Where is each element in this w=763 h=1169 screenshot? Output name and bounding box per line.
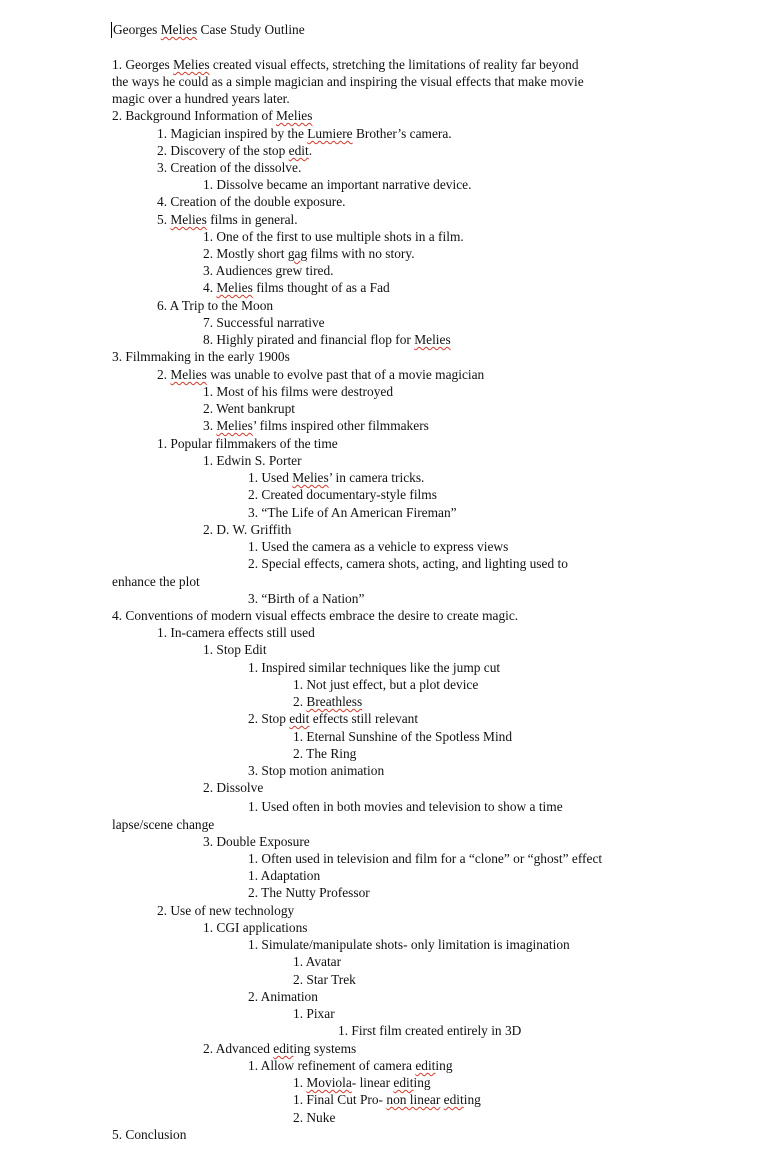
spelling-flag: Melies (216, 418, 253, 433)
outline-line: 1. Moviola- linear editing (293, 1075, 431, 1090)
outline-line: 2. Advanced editing systems (203, 1041, 357, 1056)
outline-line: 2. Special effects, camera shots, acting, and lighting used to (248, 556, 568, 571)
outline-line: 1. Edwin S. Porter (203, 453, 302, 468)
spelling-flag: edit (273, 1041, 294, 1056)
spelling-flag: non linear (386, 1092, 441, 1107)
outline-line: 1. Avatar (293, 954, 342, 969)
outline-line: 3. Stop motion animation (248, 763, 385, 778)
outline-line: 2. Stop edit effects still relevant (248, 711, 419, 726)
outline-line: 2. Melies was unable to evolve past that of a movie magician (157, 367, 485, 382)
outline-line: 1. Used the camera as a vehicle to express views (248, 539, 509, 554)
spelling-flag: Melies (414, 332, 451, 347)
outline-line: 2. Star Trek (293, 972, 356, 987)
outline-line: 3. “Birth of a Nation” (248, 591, 365, 606)
spelling-flag: Melies (276, 108, 313, 123)
outline-line: 4. Creation of the double exposure. (157, 194, 346, 209)
outline-line: 2. Nuke (293, 1110, 336, 1125)
outline-line: 2. Use of new technology (157, 903, 295, 918)
spelling-flag: Lumiere (307, 126, 353, 141)
spelling-flag: edit (289, 711, 310, 726)
outline-line: 3. Filmmaking in the early 1900s (112, 349, 290, 364)
outline-line: 8. Highly pirated and financial flop for Melies (203, 332, 451, 347)
spelling-flag: Moviola (306, 1075, 352, 1090)
outline-line: 3. Double Exposure (203, 834, 310, 849)
outline-line: 1. Stop Edit (203, 642, 267, 657)
outline-line: 1. Simulate/manipulate shots- only limitation is imagination (248, 937, 570, 952)
outline-line: 1. Popular filmmakers of the time (157, 436, 338, 451)
outline-line: 1. Most of his films were destroyed (203, 384, 394, 399)
outline-line: 2. Background Information of Melies (112, 108, 313, 123)
outline-line: 2. Discovery of the stop edit. (157, 143, 313, 158)
outline-line: 1. Inspired similar techniques like the jump cut (248, 660, 501, 675)
document-title: Georges Melies Case Study Outline (113, 22, 305, 37)
outline-line: 1. Adaptation (248, 868, 321, 883)
outline-line: 3. Audiences grew tired. (203, 263, 334, 278)
outline-line: enhance the plot (112, 574, 200, 589)
text-cursor (111, 22, 112, 38)
outline-line: 1. CGI applications (203, 920, 308, 935)
outline-line: 5. Conclusion (112, 1127, 187, 1142)
outline-line: 1. Pixar (293, 1006, 335, 1021)
outline-line: 3. Creation of the dissolve. (157, 160, 302, 175)
outline-line: 2. Went bankrupt (203, 401, 296, 416)
outline-line: 2. D. W. Griffith (203, 522, 292, 537)
spelling-flag: Melies (292, 470, 329, 485)
outline-line: lapse/scene change (112, 817, 215, 832)
outline-line: 3. “The Life of An American Fireman” (248, 505, 457, 520)
outline-line: 2. Created documentary-style films (248, 487, 437, 502)
outline-line: magic over a hundred years later. (112, 91, 290, 106)
spelling-flag: Breathless (306, 694, 363, 709)
outline-line: 2. Dissolve (203, 780, 264, 795)
outline-line: 2. Animation (248, 989, 318, 1004)
outline-line: 1. Eternal Sunshine of the Spotless Mind (293, 729, 513, 744)
outline-line: 1. Often used in television and film for a “clone” or “ghost” effect (248, 851, 603, 866)
outline-line: 1. Used often in both movies and television to show a time (248, 799, 563, 814)
spelling-flag: gag (287, 246, 308, 261)
spelling-flag: edit (415, 1058, 436, 1073)
outline-line: 1. Georges Melies created visual effects, stretching the limitations of reality far beyond (112, 57, 579, 72)
outline-line: 1. Magician inspired by the Lumiere Brother’s camera. (157, 126, 452, 141)
outline-line: the ways he could as a simple magician and inspiring the visual effects that make movie (112, 74, 584, 89)
outline-line: 2. The Ring (293, 746, 357, 761)
spelling-flag: edit (288, 143, 309, 158)
outline-line: 7. Successful narrative (203, 315, 325, 330)
outline-line: 4. Conventions of modern visual effects embrace the desire to create magic. (112, 608, 519, 623)
outline-line: 2. Mostly short gag films with no story. (203, 246, 415, 261)
outline-line: 1. Used Melies’ in camera tricks. (248, 470, 425, 485)
spelling-flag: edit (393, 1075, 414, 1090)
outline-line: 3. Melies’ films inspired other filmmakers (203, 418, 429, 433)
outline-line: 4. Melies films thought of as a Fad (203, 280, 390, 295)
outline-line: 1. First film created entirely in 3D (338, 1023, 522, 1038)
outline-line: 5. Melies films in general. (157, 212, 298, 227)
outline-line: 2. Breathless (293, 694, 363, 709)
spelling-flag: Melies (170, 367, 207, 382)
spelling-flag: Melies (170, 212, 207, 227)
spelling-flag: Melies (216, 280, 253, 295)
outline-line: 1. One of the first to use multiple shots in a film. (203, 229, 464, 244)
outline-line: 2. The Nutty Professor (248, 885, 370, 900)
spelling-flag: Melies (173, 57, 210, 72)
spelling-flag: Melies (160, 22, 198, 37)
outline-line: 1. In-camera effects still used (157, 625, 315, 640)
outline-line: 1. Final Cut Pro- non linear editing (293, 1092, 481, 1107)
outline-line: 1. Dissolve became an important narrative device. (203, 177, 472, 192)
spelling-flag: edit (443, 1092, 464, 1107)
outline-line: 1. Not just effect, but a plot device (293, 677, 479, 692)
outline-line: 6. A Trip to the Moon (157, 298, 274, 313)
outline-line: 1. Allow refinement of camera editing (248, 1058, 453, 1073)
